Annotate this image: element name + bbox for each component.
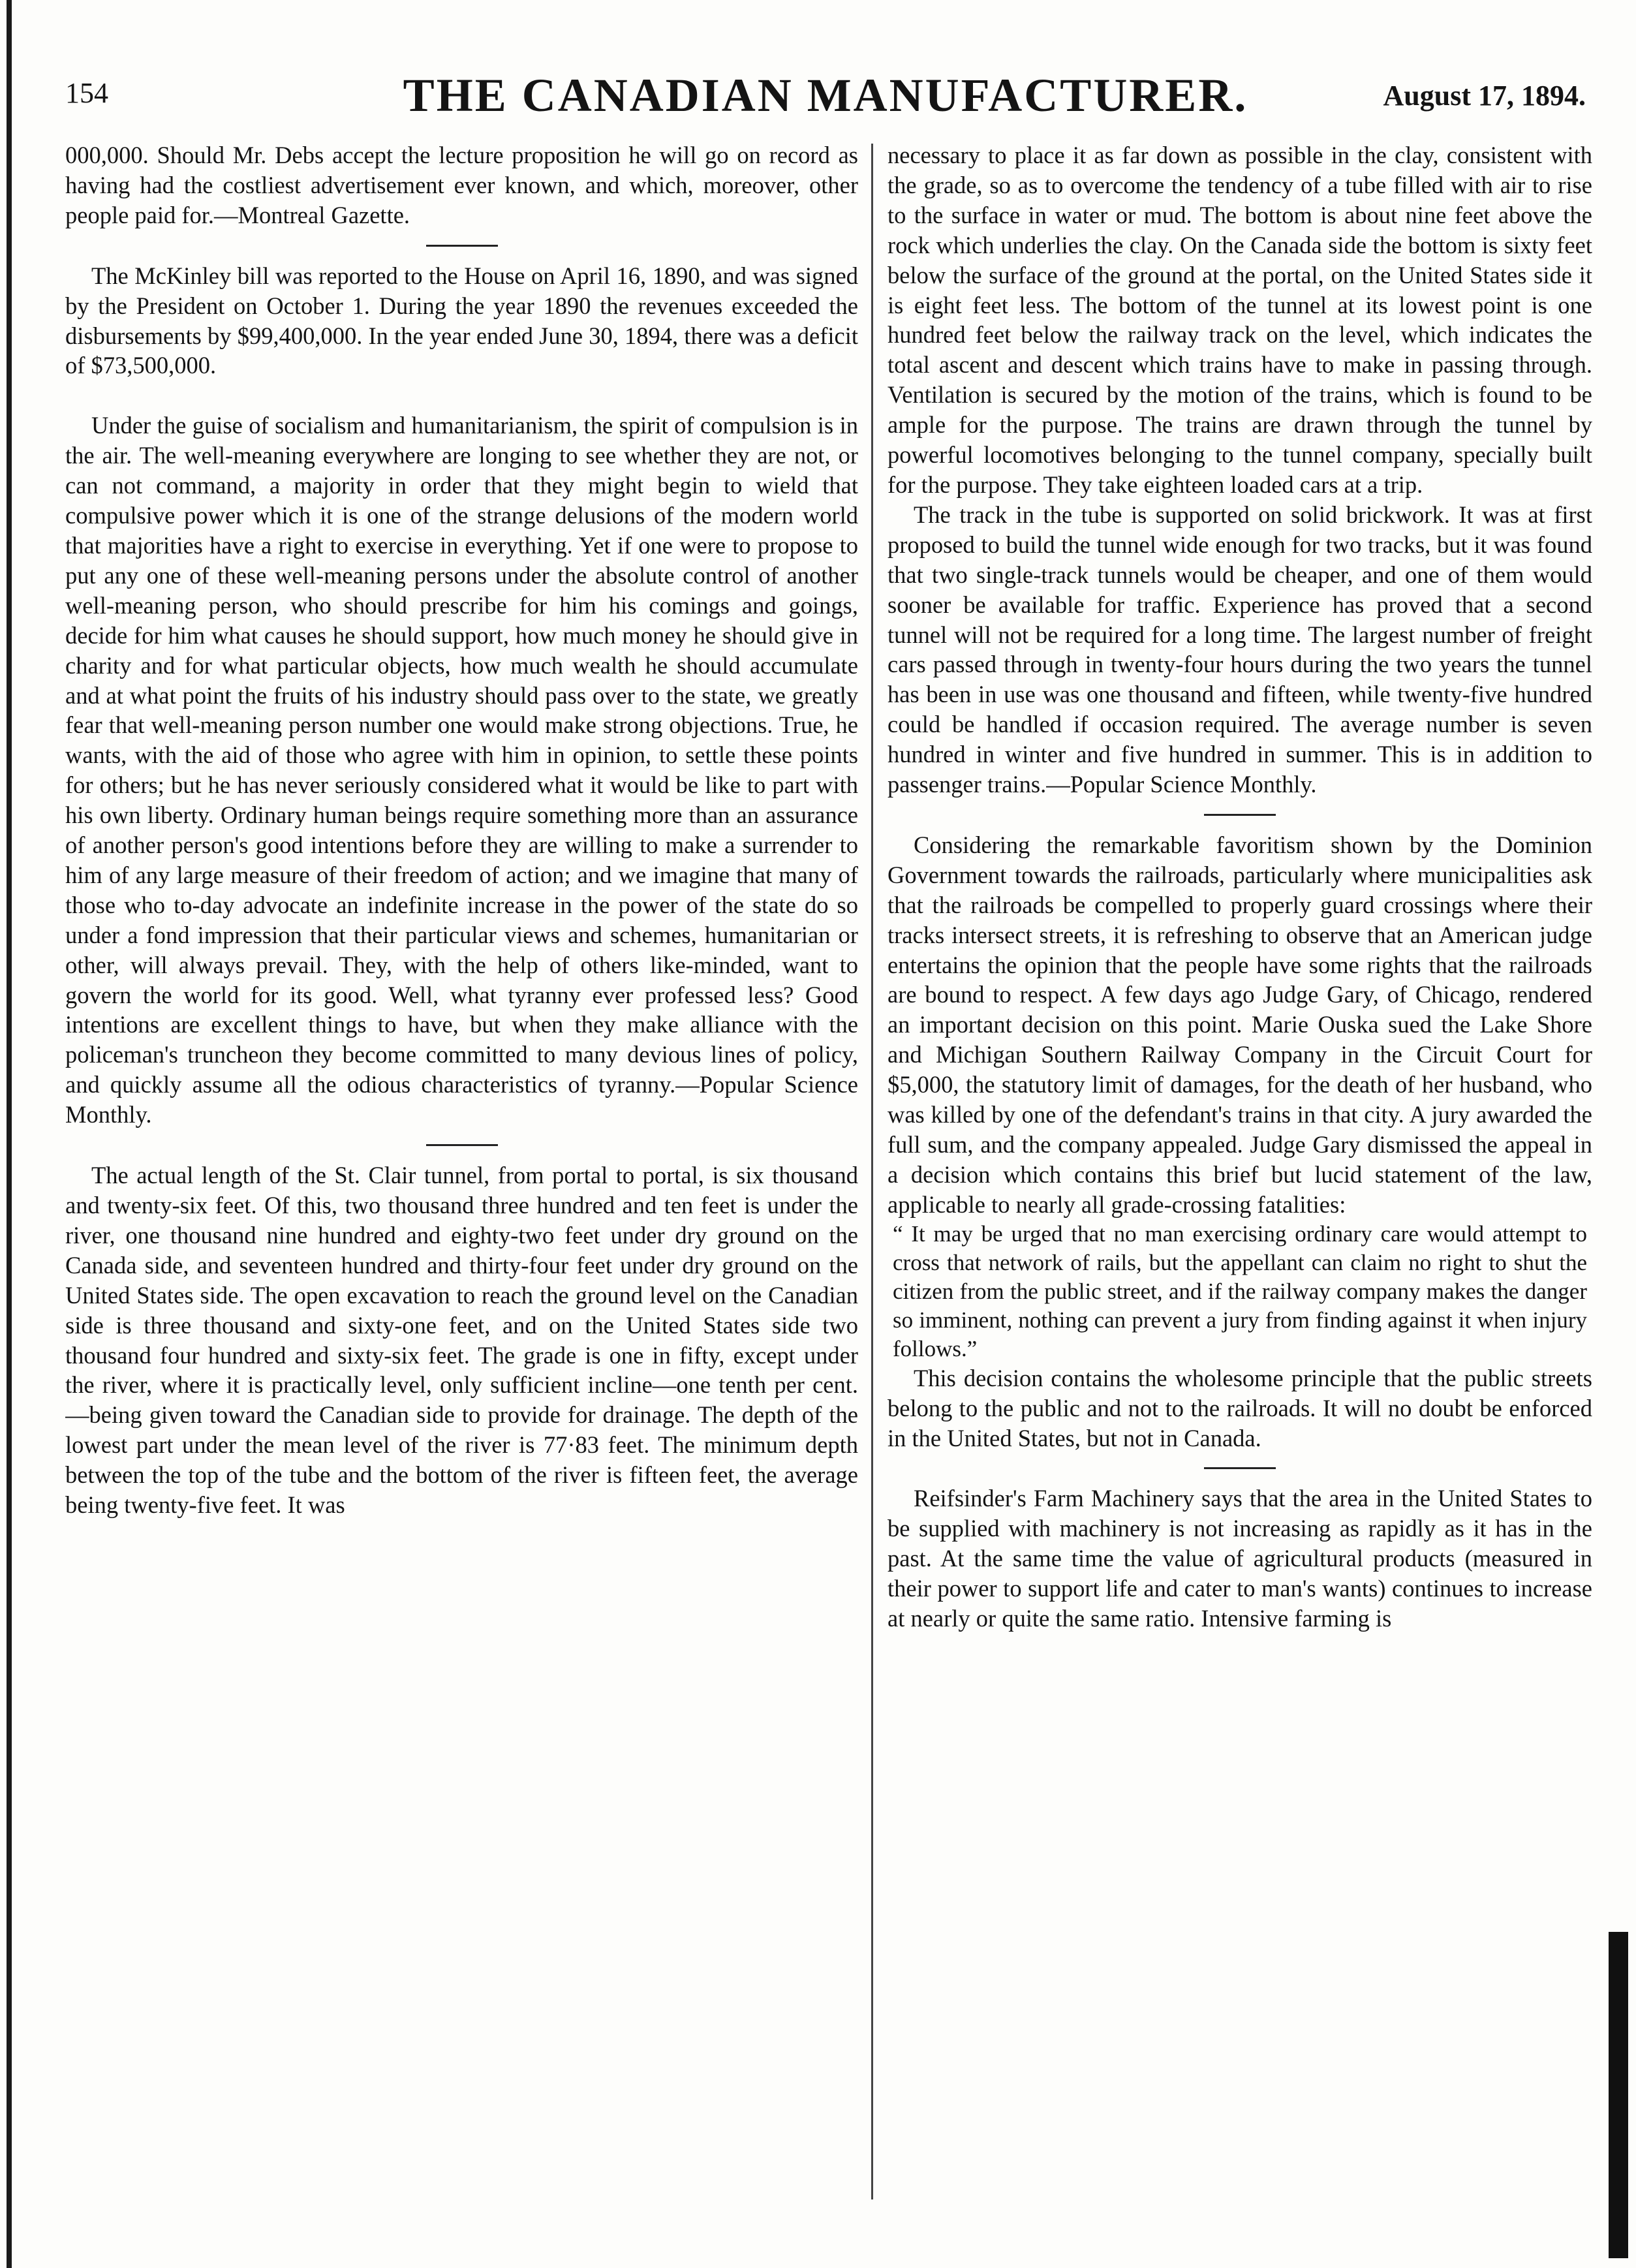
section-rule [1204,814,1276,816]
left-column [65,140,858,2209]
article-debs-ending: 000,000. Should Mr. Debs accept the lecture proposition he will go on record as having had the costliest advertisement ever known, and which, moreover, other people paid for.—Montreal Gazette. [65,142,858,228]
section-rule [1204,1467,1276,1469]
article-farm-machinery: Reifsinder's Farm Machinery says that the area in the United States to be supplied with machinery is not increasing as rapidly as it has in the past. At the same time the value of agricultural products (measured in their power to support life and cater to man's wants) continues to increase at nearly or quite the same ratio. Intensive farming is [887,1485,1592,1632]
article-st-clair-tunnel-continued: necessary to place it as far down as possible in the clay, consistent with the grade, so as to overcome the tendency of a tube filled with air to rise to the surface in water or mud. The bottom is about nine feet above the rock which underlies the clay. On the Canada side the bottom is sixty feet below the surface of the ground at the portal, on the United States side it is eight feet less. The bottom of the tunnel at its lowest point is one hundred feet below the railway track on the level, which indicates the total ascent and descent which trains have to make in passing through. Ventilation is secured by the motion of the trains, which is found to be ample for the purpose. The trains are drawn through the tunnel by powerful locomotives belonging to the tunnel company, specially built for the purpose. They take eighteen loaded cars at a trip. [887,142,1592,498]
article-tunnel-track: The track in the tube is supported on solid brickwork. It was at first proposed to build the tunnel wide enough for two tracks, but it was found that two single-track tunnels would be cheaper, and one of them would sooner be available for traffic. Experience has proved that a second tunnel will not be required for a long time. The largest number of freight cars passed through in twenty-four hours during the two years the tunnel has been in use was one thousand and fifteen, while twenty-five hundred could be handled if occasion required. The average number is seven hundred in winter and five hundred in summer. This is in addition to passenger trains.—Popular Science Monthly. [887,501,1592,798]
page-header [65,69,1586,134]
column-divider [871,144,873,2199]
section-rule [426,1144,498,1146]
article-socialism: Under the guise of socialism and humanitarianism, the spirit of compulsion is in the air. The well-meaning everywhere are longing to see whether they are not, or can not command, a majority in order that they might begin to wield that compulsive power which it is one of the strange delusions of the modern world that majorities have a right to exercise in everything. Yet if one were to propose to put any one of these well-meaning persons under the absolute control of another well-meaning person, who should prescribe for him his comings and goings, decide for him what causes he should support, how much money he should give in charity and for what particular objects, how much wealth he should accumulate and at what point the fruits of his industry should pass over to the state, we greatly fear that well-meaning person number one would make strong objections. True, he wants, with the aid of those who agree with him in opinion, to settle these points for others; but he has never seriously considered what it would be like to part with his own liberty. Ordinary human beings require something more than an assurance of another person's good intentions before they are willing to make a surrender to him of any large measure of their freedom of action; and we imagine that many of those who to-day advocate an indefinite increase in the power of the state do so under a fond impression that their particular views and schemes, humanitarian or other, will always prevail. They, with the help of others like-minded, want to govern the world for its good. Well, what tyranny ever professed less? Good intentions are excellent things to have, but when they make alliance with the policeman's truncheon they become committed to many devious lines of policy, and quickly assume all the odious characteristics of tyranny.—Popular Science Monthly. [65,412,858,1128]
article-mckinley-bill: The McKinley bill was reported to the House on April 16, 1890, and was signed by the President on October 1. During the year 1890 the revenues exceeded the disbursements by $99,400,000. In the year ended June 30, 1894, there was a deficit of $73,500,000. [65,262,858,379]
article-st-clair-tunnel: The actual length of the St. Clair tunnel, from portal to portal, is six thousand and twenty-six feet. Of this, two thousand three hundred and ten feet is under the river, one thousand nine hundred and eighty-two feet under dry ground on the Canada side, and seventeen hundred and thirty-four feet under dry ground on the United States side. The open excavation to reach the ground level on the Canadian side is three thousand and sixty-one feet, and on the United States side two thousand four hundred and sixty-six feet. The grade is one in fifty, except under the river, where it is practically level, only sufficient incline—one tenth per cent.—being given toward the Canadian side to provide for drainage. The depth of the lowest part under the mean level of the river is 77·83 feet. The minimum depth between the top of the tube and the bottom of the river is fifteen feet, the average being twenty-five feet. It was [65,1162,858,1519]
article-railroad-favoritism: Considering the remarkable favoritism shown by the Dominion Government towards the railroads, particularly where municipalities ask that the railroads be compelled to properly guard crossings where their tracks intersect streets, it is refreshing to observe that an American judge entertains the opinion that the people have some rights that the railroads are bound to respect. A few days ago Judge Gary, of Chicago, rendered an important decision on this point. Marie Ouska sued the Lake Shore and Michigan Southern Railway Company in the Circuit Court for $5,000, the statutory limit of damages, for the death of her husband, who was killed by one of the defendant's trains in that city. A jury awarded the full sum, and the company appealed. Judge Gary dismissed the appeal in a decision which contains this brief but lucid statement of the law, applicable to nearly all grade-crossing fatalities: [887,831,1592,1218]
page-number: 154 [65,77,108,109]
publication-title: THE CANADIAN MANUFACTURER. [403,69,1248,121]
binding-edge-shadow [1609,1932,1628,2258]
right-column [887,140,1592,2209]
article-wholesome-principle: This decision contains the wholesome principle that the public streets belong to the public and not to the railroads. It will no doubt be enforced in the United States, but not in Canada. [887,1364,1592,1452]
section-rule [426,245,498,247]
judge-gary-quote: “ It may be urged that no man exercising ordinary care would attempt to cross that network of rails, but the appellant can claim no right to shut the citizen from the public street, and if the railway company makes the danger so imminent, nothing can prevent a jury from finding against it when injury follows.” [893,1220,1587,1361]
issue-date: August 17, 1894. [1383,80,1586,112]
page-edge-shadow [7,0,12,2268]
